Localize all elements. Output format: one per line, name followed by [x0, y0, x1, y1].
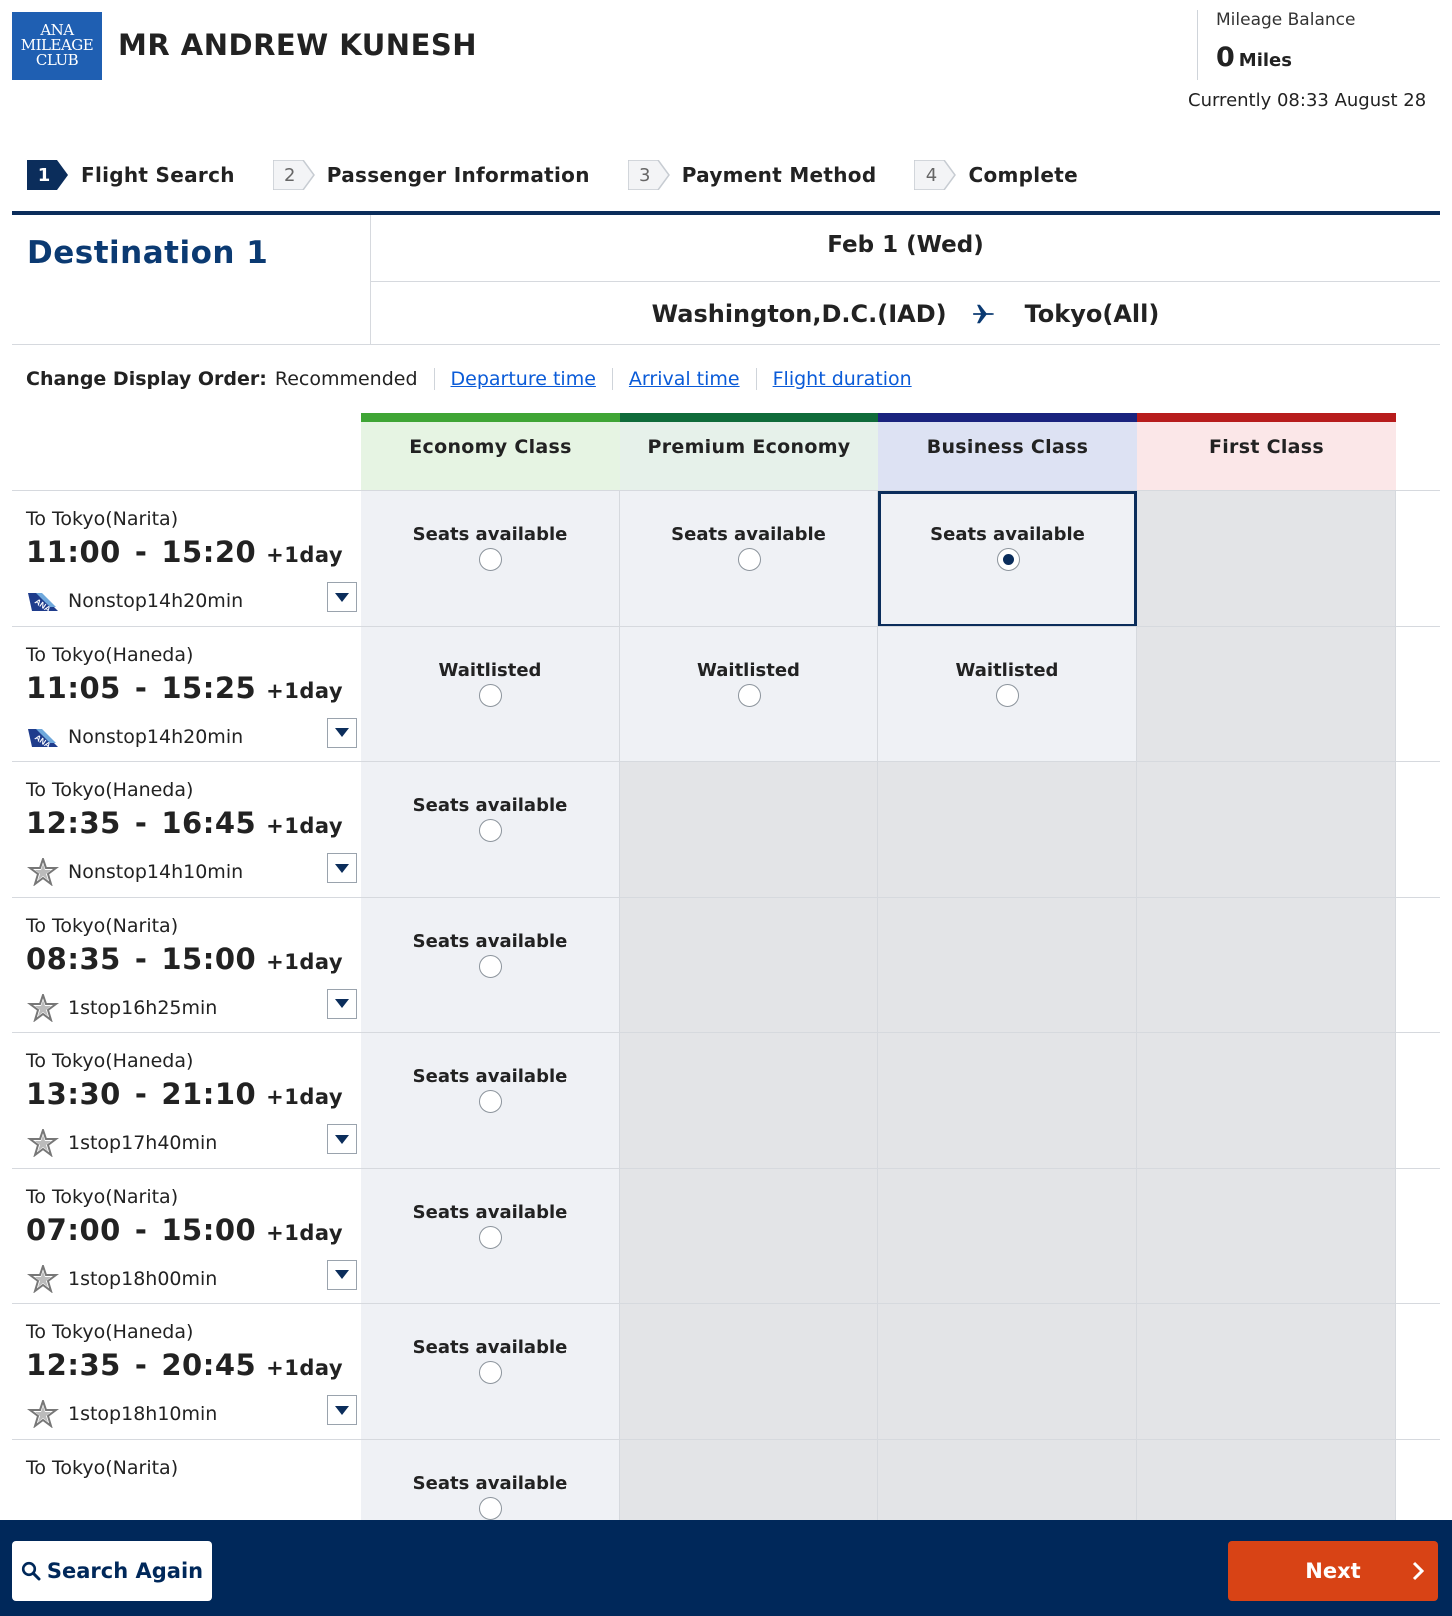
fare-radio[interactable] [479, 819, 502, 842]
fare-option[interactable] [361, 491, 620, 627]
star-alliance-icon [26, 994, 60, 1022]
fare-option[interactable] [620, 491, 878, 627]
flight-details-toggle[interactable] [327, 1260, 357, 1290]
class-name: Economy Class [409, 436, 572, 458]
miles-count: 0 [1216, 42, 1235, 73]
availability-status: Seats available [930, 524, 1085, 545]
availability-status: Seats available [412, 524, 568, 545]
destination-summary [12, 215, 1440, 345]
ana-mileage-club-logo[interactable] [12, 12, 102, 80]
fare-unavailable [620, 1169, 878, 1305]
svg-text:ANA: ANA [33, 596, 53, 615]
step-3 [628, 160, 877, 190]
next-label: Next [1305, 1559, 1361, 1583]
availability-status: Waitlisted [438, 659, 542, 681]
fare-option[interactable] [361, 1440, 620, 1521]
flight-summary [12, 627, 372, 767]
step-1 [27, 160, 235, 190]
origin-city: Washington,D.C.(IAD) [651, 300, 947, 328]
class-color-bar [878, 413, 1137, 422]
flight-details-toggle[interactable] [327, 1124, 357, 1154]
availability-status: Seats available [412, 930, 568, 952]
arrival-time: 15:00 [161, 941, 257, 976]
step-number-badge [914, 160, 956, 190]
ana-logo-icon [26, 723, 60, 751]
caret-down-icon [335, 1270, 349, 1279]
step-label: Payment Method [681, 163, 877, 187]
sort-departure-time-link[interactable]: Departure time [435, 368, 613, 390]
fare-option[interactable] [361, 762, 620, 898]
flight-row [12, 1032, 1440, 1168]
day-offset: +1day [266, 814, 344, 838]
caret-down-icon [335, 1135, 349, 1144]
class-name: Business Class [926, 436, 1089, 458]
action-footer [0, 1520, 1452, 1616]
caret-down-icon [335, 864, 349, 873]
current-time: Currently 08:33 August 28 [1188, 90, 1427, 111]
step-label: Flight Search [81, 163, 235, 187]
flight-times [26, 1077, 343, 1111]
step-number: 4 [925, 164, 938, 186]
mileage-balance [1197, 10, 1437, 80]
fare-unavailable [878, 1304, 1137, 1440]
caret-down-icon [335, 728, 349, 737]
step-number-badge [27, 160, 69, 190]
fare-unavailable [878, 1440, 1137, 1521]
miles-unit: Miles [1238, 50, 1292, 71]
departure-time: 08:35 [26, 941, 121, 976]
logo-line: CLUB [35, 51, 79, 69]
class-color-bar [620, 413, 878, 422]
fare-option[interactable] [878, 491, 1137, 627]
flight-summary [12, 1304, 372, 1444]
flight-summary [12, 762, 372, 902]
availability-status: Seats available [412, 1201, 568, 1223]
caret-down-icon [335, 999, 349, 1008]
availability-status: Seats available [671, 524, 826, 545]
flight-row [12, 490, 1440, 626]
fare-option[interactable] [361, 1033, 620, 1169]
fare-unavailable [878, 1169, 1137, 1305]
fare-unavailable [1137, 762, 1396, 898]
availability-status: Seats available [412, 1472, 568, 1494]
carrier-info [26, 1129, 217, 1157]
class-color-bar [1137, 413, 1396, 422]
class-header-premium-economy-class [620, 413, 878, 490]
fare-unavailable [1137, 627, 1396, 763]
availability-status: Seats available [412, 1337, 568, 1358]
carrier-info [26, 723, 243, 751]
class-name: First Class [1208, 436, 1325, 458]
fare-option[interactable] [878, 627, 1137, 763]
destination-city: Tokyo(All) [1024, 300, 1160, 328]
flight-destination: To Tokyo(Narita) [26, 508, 179, 530]
carrier-info [26, 1265, 217, 1293]
flight-details-toggle[interactable] [327, 1395, 357, 1425]
fare-option[interactable] [361, 898, 620, 1034]
class-header-first-class [1137, 413, 1396, 490]
airplane-icon [971, 301, 997, 327]
fare-unavailable [620, 1304, 878, 1440]
star-alliance-icon [26, 1400, 60, 1428]
day-offset: +1day [266, 678, 344, 703]
flight-times [26, 806, 343, 840]
carrier-info [26, 587, 243, 615]
sort-options [26, 365, 928, 393]
departure-time: 12:35 [26, 1348, 121, 1382]
class-name: Premium Economy [647, 436, 851, 458]
fare-radio[interactable] [996, 684, 1019, 707]
search-again-button[interactable] [12, 1541, 212, 1601]
flight-row [12, 761, 1440, 897]
fare-radio[interactable] [479, 955, 502, 978]
step-2 [273, 160, 590, 190]
day-offset: +1day [266, 543, 344, 567]
fare-unavailable [878, 1033, 1137, 1169]
next-button[interactable] [1228, 1541, 1438, 1601]
step-number: 1 [37, 164, 51, 186]
departure-time: 12:35 [26, 806, 121, 840]
fare-unavailable [620, 898, 878, 1034]
sort-label: Change Display Order: [26, 368, 267, 390]
flight-results [12, 490, 1440, 1520]
step-4 [914, 160, 1078, 190]
availability-status: Waitlisted [697, 659, 800, 681]
caret-down-icon [335, 593, 349, 602]
time-separator: - [134, 670, 148, 705]
fare-option[interactable] [361, 1304, 620, 1440]
stops-duration: 1stop18h00min [68, 1267, 218, 1290]
step-number-badge [273, 160, 315, 190]
stops-duration: 1stop18h10min [68, 1403, 218, 1425]
stops-duration: 1stop17h40min [68, 1132, 218, 1154]
fare-radio[interactable] [479, 1361, 502, 1384]
step-number: 2 [284, 164, 296, 186]
star-alliance-icon [26, 1265, 60, 1293]
time-separator: - [134, 941, 148, 976]
arrival-time: 21:10 [161, 1077, 257, 1111]
fare-radio[interactable] [738, 548, 761, 571]
fare-unavailable [620, 1440, 878, 1521]
page-header [0, 0, 1452, 130]
chevron-right-icon [1412, 1561, 1424, 1581]
flight-row [12, 626, 1440, 762]
fare-unavailable [1137, 898, 1396, 1034]
logo-line: ANA [40, 21, 74, 39]
flight-details-toggle[interactable] [327, 989, 357, 1019]
flight-destination: To Tokyo(Haneda) [26, 643, 194, 666]
step-label: Passenger Information [326, 163, 590, 187]
flight-times [26, 1213, 343, 1247]
availability-status: Waitlisted [955, 659, 1059, 681]
day-offset: +1day [266, 949, 344, 974]
destination-title: Destination 1 [27, 235, 269, 271]
availability-status: Seats available [412, 795, 568, 816]
time-separator: - [134, 806, 148, 840]
carrier-info [26, 1400, 217, 1428]
fare-unavailable [1137, 1304, 1396, 1440]
flight-summary [12, 1440, 372, 1521]
flight-destination: To Tokyo(Narita) [26, 1456, 179, 1479]
fare-unavailable [878, 762, 1137, 898]
day-offset: +1day [266, 1220, 344, 1245]
flight-summary [12, 491, 372, 631]
time-separator: - [134, 1212, 148, 1247]
sort-arrival-time-link[interactable]: Arrival time [613, 368, 757, 390]
flight-destination: To Tokyo(Narita) [26, 914, 179, 937]
departure-time: 11:00 [26, 535, 121, 569]
fare-radio[interactable] [997, 548, 1020, 571]
carrier-info [26, 994, 217, 1022]
stops-duration: Nonstop14h20min [68, 725, 244, 748]
fare-radio[interactable] [479, 1090, 502, 1113]
time-separator: - [134, 1348, 148, 1382]
flight-destination: To Tokyo(Haneda) [26, 779, 194, 801]
flight-times [26, 1348, 343, 1382]
search-again-label: Search Again [46, 1559, 204, 1583]
flight-summary [12, 898, 372, 1038]
caret-down-icon [335, 1406, 349, 1415]
class-header-business-class [878, 413, 1137, 490]
departure-time: 11:05 [26, 670, 121, 705]
fare-unavailable [1137, 1440, 1396, 1521]
fare-radio[interactable] [479, 1497, 502, 1520]
flight-details-toggle[interactable] [327, 582, 357, 612]
route [371, 283, 1440, 345]
flight-row [12, 1168, 1440, 1304]
flight-destination: To Tokyo(Narita) [26, 1185, 179, 1208]
logo-line: MILEAGE [20, 36, 94, 54]
fare-unavailable [1137, 491, 1396, 627]
star-alliance-icon [26, 858, 60, 886]
arrival-time: 16:45 [161, 806, 257, 840]
flight-date: Feb 1 (Wed) [371, 215, 1440, 282]
flight-details-toggle[interactable] [327, 853, 357, 883]
fare-radio[interactable] [479, 1226, 502, 1249]
fare-radio[interactable] [479, 548, 502, 571]
member-name: MR ANDREW KUNESH [118, 28, 478, 62]
availability-status: Seats available [412, 1066, 568, 1087]
day-offset: +1day [266, 1356, 344, 1380]
mileage-balance-label: Mileage Balance [1216, 10, 1356, 30]
flight-row [12, 897, 1440, 1033]
fare-unavailable [1137, 1033, 1396, 1169]
mileage-balance-value [1216, 42, 1437, 73]
flight-row [12, 1303, 1440, 1439]
flight-times [26, 535, 343, 569]
flight-details-toggle[interactable] [327, 718, 357, 748]
arrival-time: 15:20 [161, 535, 257, 569]
flight-destination: To Tokyo(Haneda) [26, 1050, 194, 1072]
fare-option[interactable] [620, 627, 878, 763]
search-icon [21, 1561, 41, 1581]
fare-unavailable [1137, 1169, 1396, 1305]
carrier-info [26, 858, 243, 886]
step-number-badge [628, 160, 670, 190]
fare-radio[interactable] [479, 684, 502, 707]
fare-unavailable [620, 762, 878, 898]
time-separator: - [134, 1077, 148, 1111]
flight-summary [12, 1169, 372, 1309]
fare-radio[interactable] [738, 684, 761, 707]
day-offset: +1day [266, 1085, 344, 1109]
star-alliance-icon [26, 1129, 60, 1157]
flight-summary [12, 1033, 372, 1173]
step-label: Complete [968, 163, 1078, 187]
class-color-bar [361, 413, 620, 422]
departure-time: 07:00 [26, 1212, 121, 1247]
fare-unavailable [878, 898, 1137, 1034]
class-header-economy-class [361, 413, 620, 490]
stops-duration: Nonstop14h20min [68, 590, 244, 612]
booking-steps [27, 160, 1116, 190]
flight-destination: To Tokyo(Haneda) [26, 1321, 194, 1343]
time-separator: - [134, 535, 148, 569]
fare-option[interactable] [361, 627, 620, 763]
stops-duration: Nonstop14h10min [68, 861, 244, 883]
flight-times [26, 942, 343, 976]
fare-unavailable [620, 1033, 878, 1169]
flight-row [12, 1439, 1440, 1521]
stops-duration: 1stop16h25min [68, 996, 218, 1019]
sort-current: Recommended [275, 368, 435, 390]
fare-option[interactable] [361, 1169, 620, 1305]
ana-logo-icon [26, 587, 60, 615]
step-number: 3 [639, 164, 651, 186]
arrival-time: 15:25 [161, 670, 257, 705]
sort-flight-duration-link[interactable]: Flight duration [772, 368, 912, 390]
arrival-time: 15:00 [161, 1212, 257, 1247]
arrival-time: 20:45 [161, 1348, 257, 1382]
svg-text:ANA: ANA [33, 732, 53, 750]
flight-times [26, 671, 343, 705]
departure-time: 13:30 [26, 1077, 121, 1111]
